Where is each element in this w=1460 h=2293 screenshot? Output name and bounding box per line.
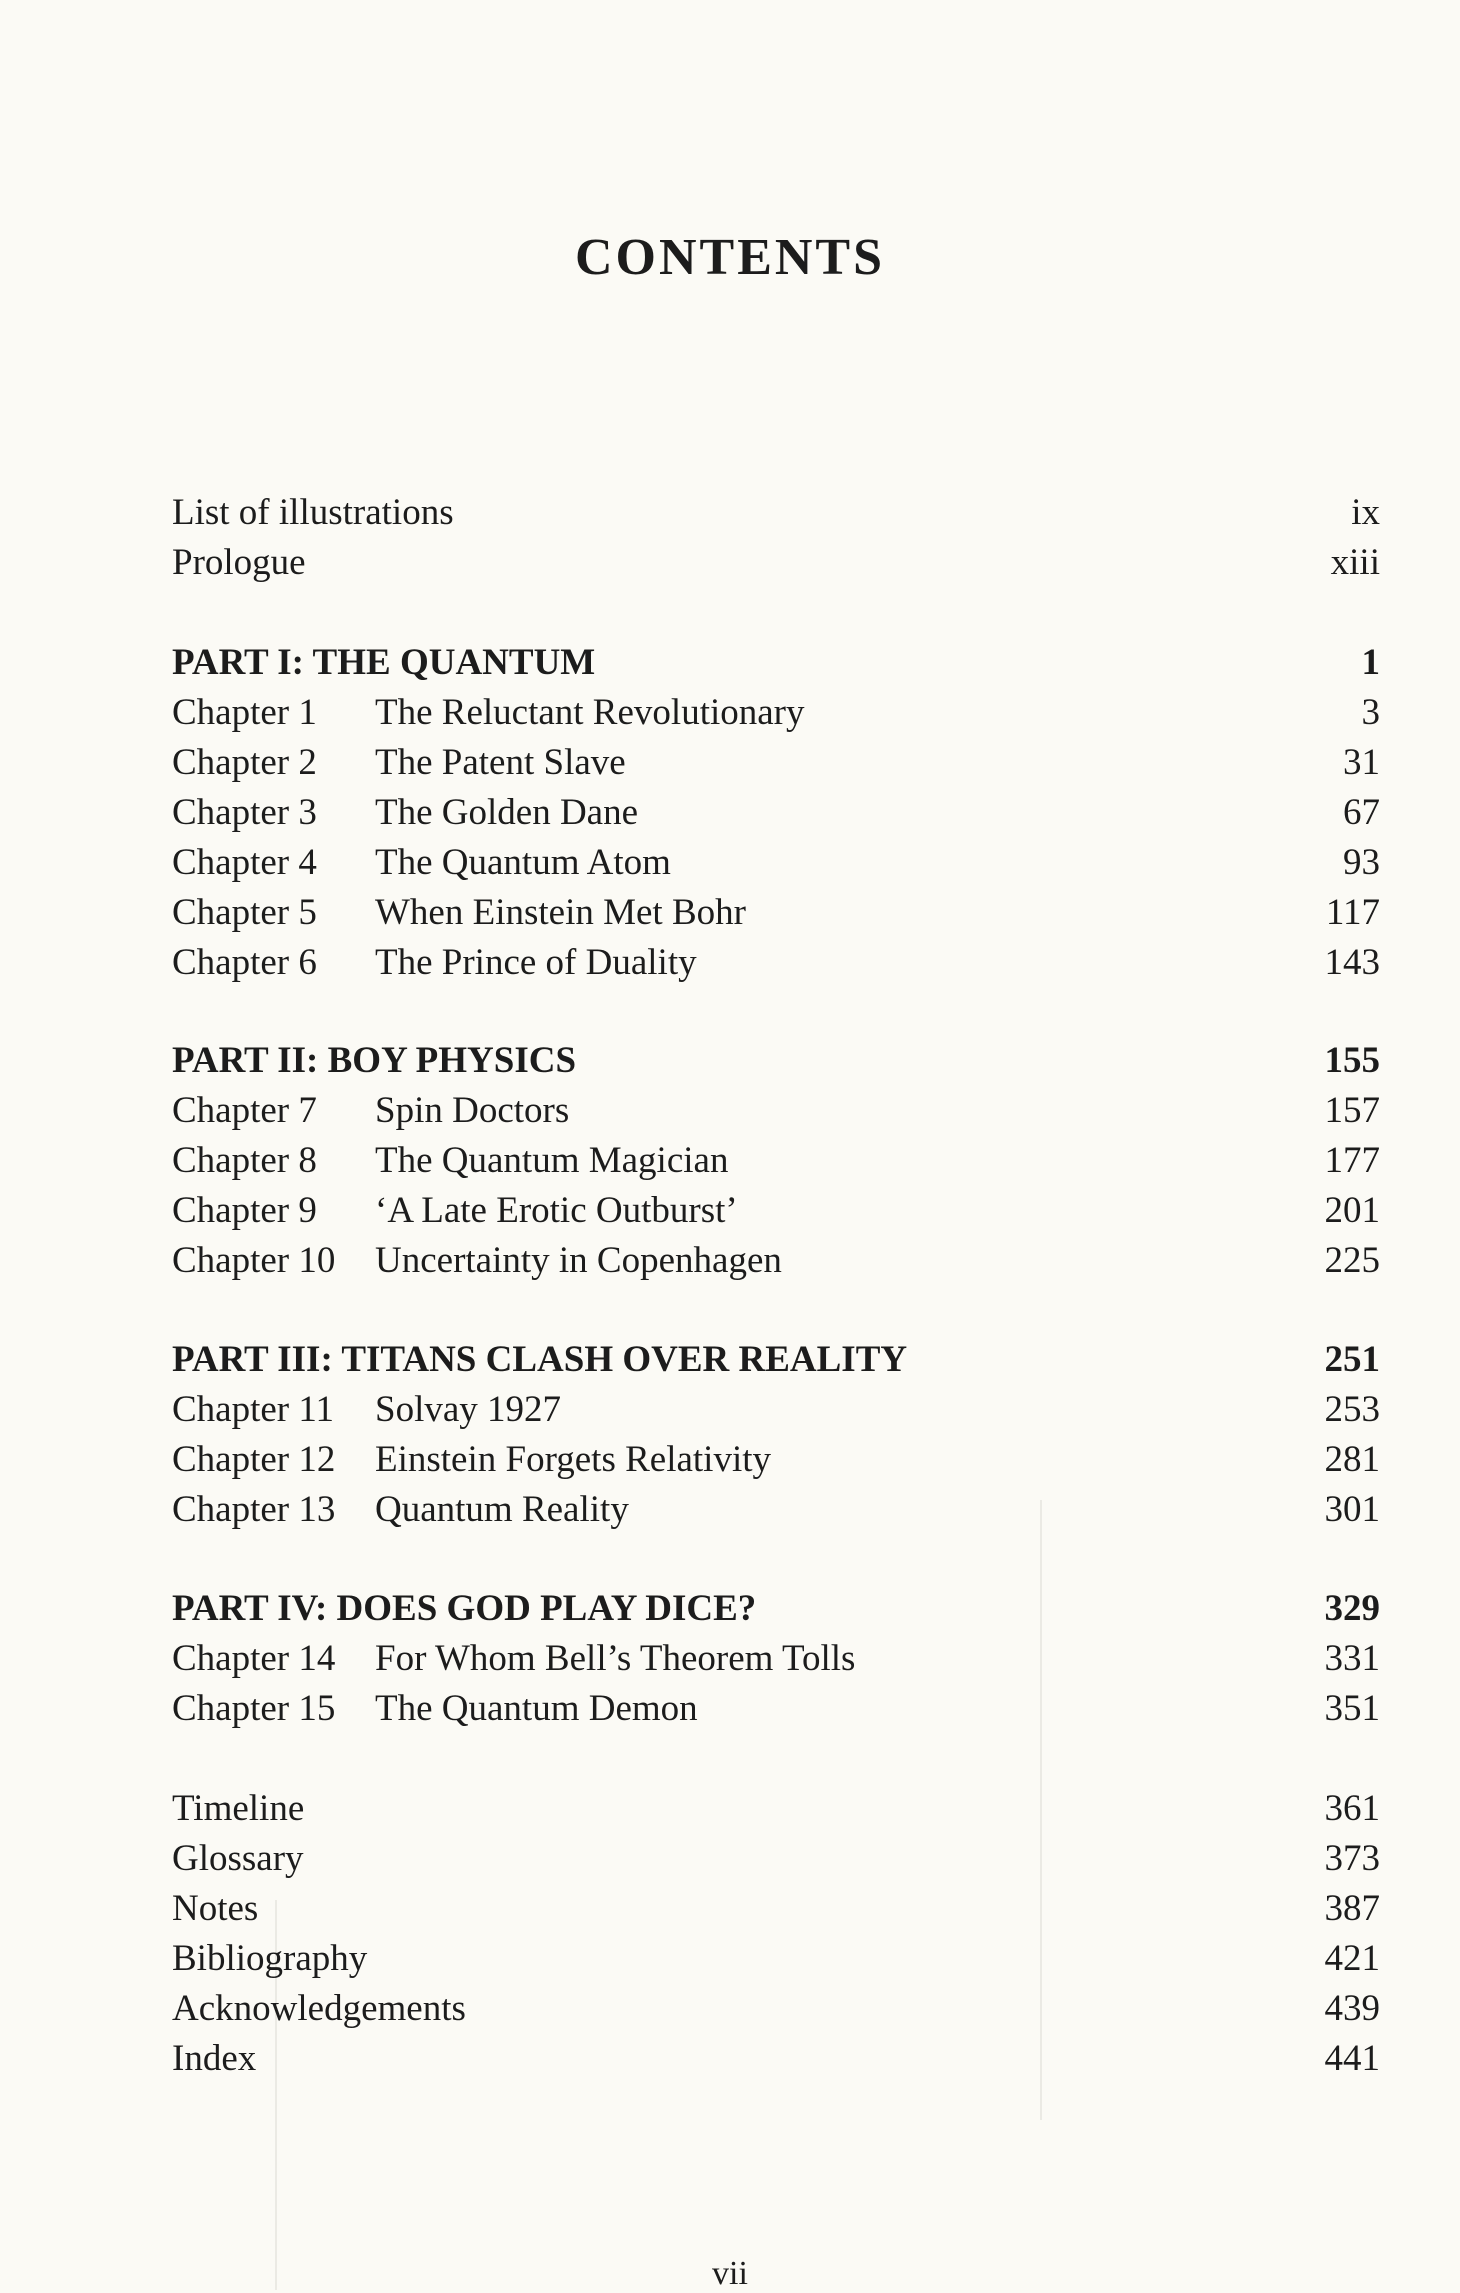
- chapter-entry[interactable]: [172, 738, 1380, 788]
- part-3: [172, 1335, 1380, 1535]
- entry-label: Notes: [172, 1888, 259, 1929]
- chapter-page: 225: [1324, 1240, 1380, 1281]
- chapter-number: Chapter 10: [172, 1240, 336, 1281]
- part-4: [172, 1584, 1380, 1734]
- chapter-number: Chapter 12: [172, 1439, 336, 1480]
- chapter-number: Chapter 14: [172, 1638, 336, 1679]
- chapter-title: The Patent Slave: [375, 742, 626, 783]
- chapter-title: The Prince of Duality: [375, 942, 697, 983]
- entry-page: 441: [1324, 2038, 1380, 2079]
- toc-entry[interactable]: [172, 488, 1380, 538]
- chapter-title: Solvay 1927: [375, 1389, 562, 1430]
- back-matter: [172, 1784, 1380, 2084]
- toc-entry[interactable]: [172, 1984, 1380, 2034]
- chapter-page: 301: [1324, 1489, 1380, 1530]
- chapter-entry[interactable]: [172, 938, 1380, 988]
- chapter-title: Uncertainty in Copenhagen: [375, 1240, 782, 1281]
- chapter-entry[interactable]: [172, 1136, 1380, 1186]
- toc-entry[interactable]: [172, 1834, 1380, 1884]
- entry-label: Bibliography: [172, 1938, 368, 1979]
- entry-label: Acknowledgements: [172, 1988, 466, 2029]
- chapter-entry[interactable]: [172, 1485, 1380, 1535]
- entry-label: Prologue: [172, 542, 306, 583]
- chapter-number: Chapter 1: [172, 692, 317, 733]
- chapter-page: 157: [1324, 1090, 1380, 1131]
- chapter-entry[interactable]: [172, 1086, 1380, 1136]
- chapter-title: The Quantum Atom: [375, 842, 671, 883]
- chapter-page: 201: [1324, 1190, 1380, 1231]
- toc-entry[interactable]: [172, 1784, 1380, 1834]
- toc-entry[interactable]: [172, 2034, 1380, 2084]
- part-heading[interactable]: [172, 638, 1380, 688]
- chapter-title: When Einstein Met Bohr: [375, 892, 746, 933]
- chapter-entry[interactable]: [172, 1385, 1380, 1435]
- chapter-page: 253: [1324, 1389, 1380, 1430]
- toc-entry[interactable]: [172, 1884, 1380, 1934]
- entry-page: 421: [1324, 1938, 1380, 1979]
- chapter-title: For Whom Bell’s Theorem Tolls: [375, 1638, 856, 1679]
- entry-page: 361: [1324, 1788, 1380, 1829]
- chapter-entry[interactable]: [172, 888, 1380, 938]
- chapter-page: 143: [1324, 942, 1380, 983]
- entry-page: xiii: [1330, 542, 1380, 583]
- chapter-entry[interactable]: [172, 1435, 1380, 1485]
- entry-page: 439: [1324, 1988, 1380, 2029]
- page-title: CONTENTS: [574, 229, 886, 286]
- entry-page: ix: [1351, 492, 1380, 533]
- chapter-page: 93: [1343, 842, 1380, 883]
- part-title: PART IV: DOES GOD PLAY DICE?: [172, 1588, 757, 1629]
- chapter-page: 351: [1324, 1688, 1380, 1729]
- chapter-page: 117: [1325, 892, 1380, 933]
- part-title: PART III: TITANS CLASH OVER REALITY: [172, 1339, 908, 1380]
- part-2: [172, 1036, 1380, 1286]
- chapter-title: The Golden Dane: [375, 792, 639, 833]
- part-1: [172, 638, 1380, 988]
- chapter-title: Einstein Forgets Relativity: [375, 1439, 772, 1480]
- part-heading[interactable]: [172, 1335, 1380, 1385]
- chapter-page: 31: [1343, 742, 1380, 783]
- chapter-number: Chapter 3: [172, 792, 317, 833]
- entry-label: Glossary: [172, 1838, 304, 1879]
- chapter-entry[interactable]: [172, 838, 1380, 888]
- front-matter: [172, 488, 1380, 588]
- chapter-title: The Quantum Magician: [375, 1140, 729, 1181]
- chapter-page: 3: [1361, 692, 1380, 733]
- chapter-title: Quantum Reality: [375, 1489, 629, 1530]
- chapter-page: 331: [1324, 1638, 1380, 1679]
- chapter-number: Chapter 15: [172, 1688, 336, 1729]
- part-title: PART II: BOY PHYSICS: [172, 1040, 577, 1081]
- entry-page: 373: [1324, 1838, 1380, 1879]
- chapter-entry[interactable]: [172, 1186, 1380, 1236]
- chapter-number: Chapter 9: [172, 1190, 317, 1231]
- chapter-entry[interactable]: [172, 688, 1380, 738]
- chapter-number: Chapter 11: [172, 1389, 335, 1430]
- chapter-entry[interactable]: [172, 1236, 1380, 1286]
- part-title: PART I: THE QUANTUM: [172, 642, 596, 683]
- part-page: 329: [1324, 1588, 1380, 1629]
- chapter-title: Spin Doctors: [375, 1090, 570, 1131]
- chapter-page: 281: [1324, 1439, 1380, 1480]
- part-page: 155: [1324, 1040, 1380, 1081]
- part-heading[interactable]: [172, 1036, 1380, 1086]
- chapter-entry[interactable]: [172, 788, 1380, 838]
- chapter-number: Chapter 7: [172, 1090, 317, 1131]
- chapter-title: ‘A Late Erotic Outburst’: [375, 1190, 738, 1231]
- chapter-number: Chapter 13: [172, 1489, 336, 1530]
- entry-label: Index: [172, 2038, 257, 2079]
- chapter-number: Chapter 4: [172, 842, 317, 883]
- chapter-number: Chapter 8: [172, 1140, 317, 1181]
- chapter-number: Chapter 5: [172, 892, 317, 933]
- toc-entry[interactable]: [172, 1934, 1380, 1984]
- chapter-title: The Reluctant Revolutionary: [375, 692, 805, 733]
- part-page: 251: [1324, 1339, 1380, 1380]
- chapter-page: 67: [1343, 792, 1380, 833]
- page-number: vii: [712, 2255, 748, 2292]
- chapter-number: Chapter 2: [172, 742, 317, 783]
- part-heading[interactable]: [172, 1584, 1380, 1634]
- entry-page: 387: [1324, 1888, 1380, 1929]
- chapter-title: The Quantum Demon: [375, 1688, 698, 1729]
- entry-label: Timeline: [172, 1788, 305, 1829]
- chapter-entry[interactable]: [172, 1634, 1380, 1684]
- chapter-page: 177: [1324, 1140, 1380, 1181]
- toc-entry[interactable]: [172, 538, 1380, 588]
- chapter-number: Chapter 6: [172, 942, 317, 983]
- entry-label: List of illustrations: [172, 492, 454, 533]
- chapter-entry[interactable]: [172, 1684, 1380, 1734]
- part-page: 1: [1361, 642, 1380, 683]
